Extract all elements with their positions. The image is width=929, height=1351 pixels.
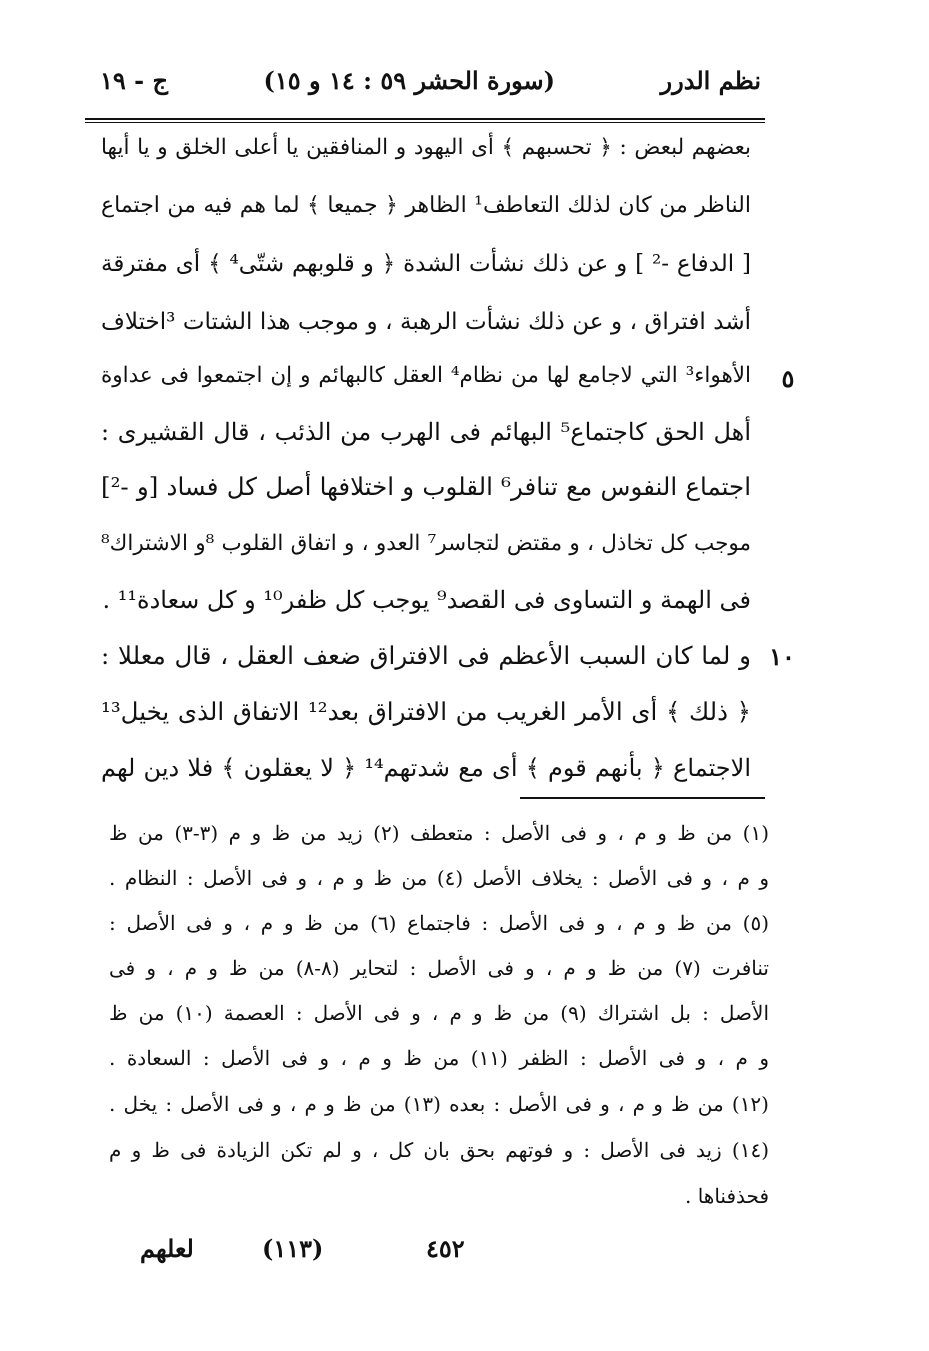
line-number-10: ١٠ [769, 642, 795, 671]
body-line-3: [ الدفاع -² ] و عن ذلك نشأت الشدة ﴿ و قلوبهم شتّى⁴ ﴾ أى مفترقة [101, 251, 751, 277]
footnote-line-9: فحذفناها . [684, 1184, 769, 1208]
body-line-7: اجتماع النفوس مع تنافر⁶ القلوب و اختلافها أصل كل فساد [و -²] [101, 472, 751, 501]
body-line-1: بعضهم لبعض : ﴿ تحسبهم ﴾ أى اليهود و المنافقين يا أعلى الخلق و يا أيها [101, 135, 751, 160]
body-line-12: الاجتماع ﴿ بأنهم قوم ﴾ أى مع شدتهم¹⁴ ﴿ لا يعقلون ﴾ فلا دين لهم [101, 754, 752, 782]
footnote-line-8: (١٤) زيد فى الأصل : و فوتهم بحق بان كل ، و لم تكن الزيادة فى ظ و م [109, 1138, 769, 1162]
footnote-line-7: (١٢) من ظ و م ، و فى الأصل : بعده (١٣) من ظ و م ، و فى الأصل : يخل . [109, 1092, 769, 1116]
page-number: ٤٥٢ [426, 1234, 465, 1263]
body-line-5: الأهواء³ التي لاجامع لها من نظام⁴ العقل كالبهائم و إن اجتمعوا فى عداوة [101, 363, 752, 388]
body-line-9: فى الهمة و التساوى فى القصد⁹ يوجب كل ظفر¹⁰ و كل سعادة¹¹ . [102, 586, 751, 614]
footnote-line-6: و م ، و فى الأصل : الظفر (١١) من ظ و م ، و فى الأصل : السعادة . [109, 1046, 770, 1070]
running-title: نظم الدرر [660, 66, 761, 95]
footnote-line-2: و م ، و فى الأصل : يخلاف الأصل (٤) من ظ و م ، و فى الأصل : النظام . [109, 866, 770, 890]
footnote-separator [520, 797, 765, 799]
line-number-5: ٥ [781, 364, 795, 393]
body-line-8: موجب كل تخاذل ، و مقتض لتجاسر⁷ العدو ، و اتفاق القلوب ⁸و الاشتراك⁸ [101, 531, 751, 556]
volume-page-label: ج - ١٩ [100, 66, 168, 95]
header-rule [85, 118, 765, 120]
body-line-10: و لما كان السبب الأعظم فى الافتراق ضعف العقل ، قال معللا : [101, 641, 751, 670]
header-rule-thin [85, 122, 765, 123]
body-line-11: ﴿ ذلك ﴾ أى الأمر الغريب من الافتراق بعد¹² الاتفاق الذى يخيل¹³ [101, 697, 751, 726]
sheet-number: (١١٣) [262, 1234, 324, 1263]
catchword: لعلهم [140, 1234, 194, 1263]
footnote-line-1: (١) من ظ و م ، و فى الأصل : متعطف (٢) زيد من ظ و م (٣-٣) من ظ [109, 821, 770, 845]
body-line-2: الناظر من كان لذلك التعاطف¹ الظاهر ﴿ جميعا ﴾ لما هم فيه من اجتماع [101, 193, 751, 218]
footnote-line-5: الأصل : بل اشتراك (٩) من ظ و م ، و فى الأصل : العصمة (١٠) من ظ [109, 1001, 769, 1025]
surah-reference: (سورة الحشر ٥٩ : ١٤ و ١٥) [263, 66, 555, 95]
body-line-6: أهل الحق كاجتماع⁵ البهائم فى الهرب من الذئب ، قال القشيرى : [101, 418, 751, 446]
body-line-4: أشد افتراق ، و عن ذلك نشأت الرهبة ، و موجب هذا الشتات ³اختلاف [101, 309, 751, 335]
footnote-line-4: تنافرت (٧) من ظ و م ، و فى الأصل : لتحاير (٨-٨) من ظ و م ، و فى [109, 956, 770, 980]
footnote-line-3: (٥) من ظ و م ، و فى الأصل : فاجتماع (٦) من ظ و م ، و فى الأصل : [109, 911, 769, 935]
